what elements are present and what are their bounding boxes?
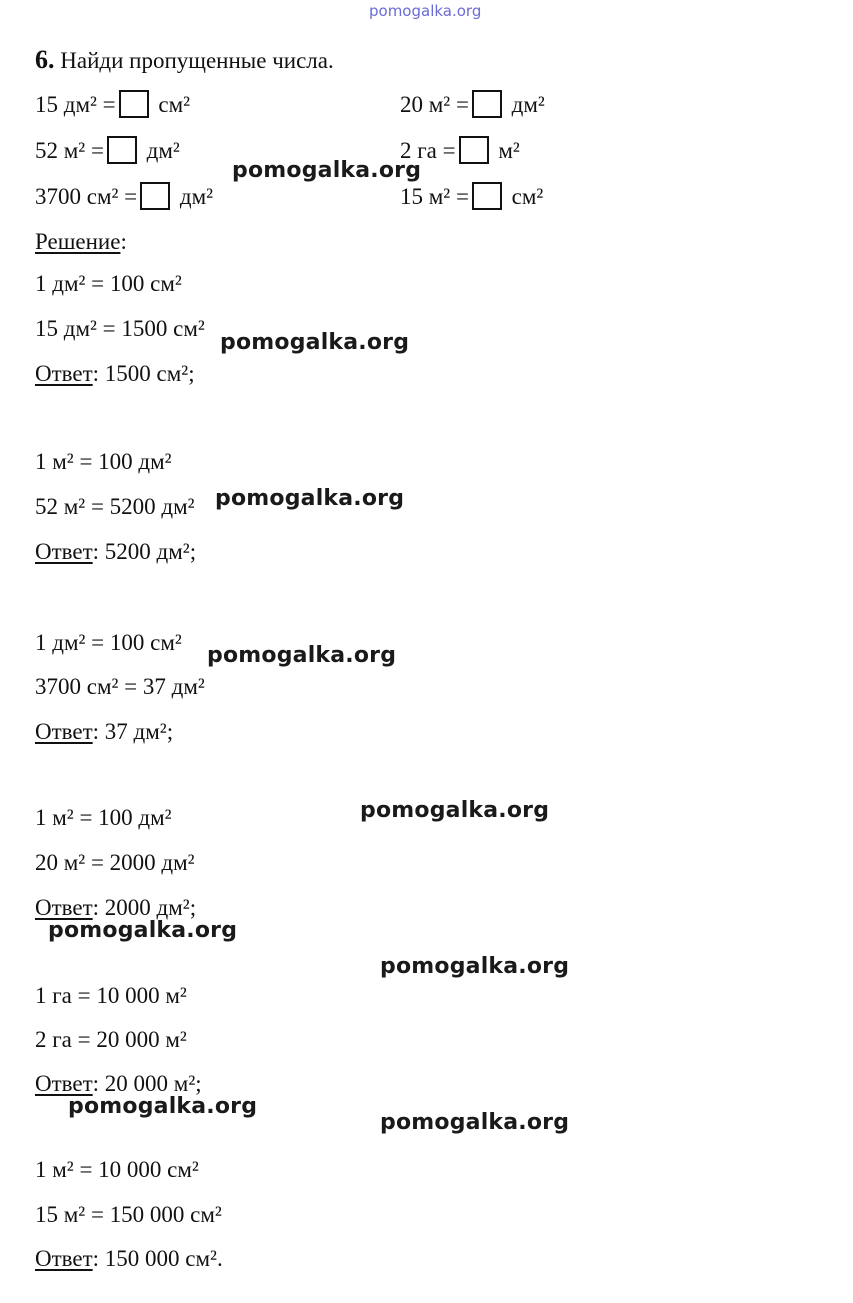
solution-6-line-2: 15 м² = 150 000 см² [35,1202,222,1227]
problem-left: 20 м² = [400,92,469,117]
watermark: pomogalka.org [380,954,570,979]
answer-label: Ответ [35,539,93,564]
watermark: pomogalka.org [220,330,410,355]
answer-value: : 1500 см²; [92,361,195,386]
solution-heading: Решение: [35,229,127,254]
solution-4-line-2: 20 м² = 2000 дм² [35,850,195,875]
answer-value: : 20 000 м²; [92,1071,202,1096]
solution-5-line-1: 1 га = 10 000 м² [35,983,187,1008]
task-title: Найди пропущенные числа. [60,48,334,73]
answer-box [459,136,489,164]
problem-unit: см² [158,92,191,117]
solution-1-line-1: 1 дм² = 100 см² [35,271,182,296]
problem-left: 2 га = [400,138,456,163]
problem-unit: см² [511,184,544,209]
problem-unit: дм² [179,184,214,209]
answer-box [472,90,502,118]
task-number: 6. [35,45,55,74]
solution-3-line-2: 3700 см² = 37 дм² [35,674,205,699]
solution-label: Решение [35,229,121,254]
solution-1-line-2: 15 дм² = 1500 см² [35,316,205,341]
solution-1-answer [35,360,195,388]
problem-left: 15 м² = [400,184,469,209]
watermark: pomogalka.org [380,1110,570,1135]
solution-3-answer [35,718,173,746]
answer-value: : 37 дм²; [92,719,174,744]
watermark: pomogalka.org [360,798,550,823]
solution-2-line-1: 1 м² = 100 дм² [35,449,172,474]
problem-unit: м² [498,138,520,163]
problem-unit: дм² [511,92,545,117]
answer-label: Ответ [35,719,93,744]
solution-2-line-2: 52 м² = 5200 дм² [35,494,195,519]
answer-box [472,182,502,210]
task-heading [35,46,334,75]
solution-5-line-2: 2 га = 20 000 м² [35,1027,187,1052]
problem-3 [35,137,180,167]
problem-unit: дм² [146,138,180,163]
problem-left: 52 м² = [35,138,104,163]
answer-label: Ответ [35,895,93,920]
answer-value: : 150 000 см². [92,1246,223,1271]
problem-2 [400,91,545,121]
solution-4-line-1: 1 м² = 100 дм² [35,805,172,830]
watermark: pomogalka.org [48,918,238,943]
solution-2-answer [35,538,196,566]
problem-6 [400,183,543,213]
solution-6-answer [35,1245,223,1273]
answer-value: : 2000 дм²; [92,895,197,920]
solution-6-line-1: 1 м² = 10 000 см² [35,1157,199,1182]
answer-label: Ответ [35,361,93,386]
watermark: pomogalka.org [215,486,405,511]
answer-box [107,136,137,164]
watermark: pomogalka.org [207,643,397,668]
answer-box [140,182,170,210]
problem-left: 3700 см² = [35,184,138,209]
problem-left: 15 дм² = [35,92,116,117]
watermark: pomogalka.org [68,1094,258,1119]
answer-box [119,90,149,118]
answer-value: : 5200 дм²; [92,539,197,564]
answer-label: Ответ [35,1071,93,1096]
problem-5 [35,183,213,213]
top-watermark: pomogalka.org [369,2,482,20]
watermark: pomogalka.org [232,158,422,183]
problem-1 [35,91,190,121]
solution-3-line-1: 1 дм² = 100 см² [35,630,182,655]
answer-label: Ответ [35,1246,93,1271]
